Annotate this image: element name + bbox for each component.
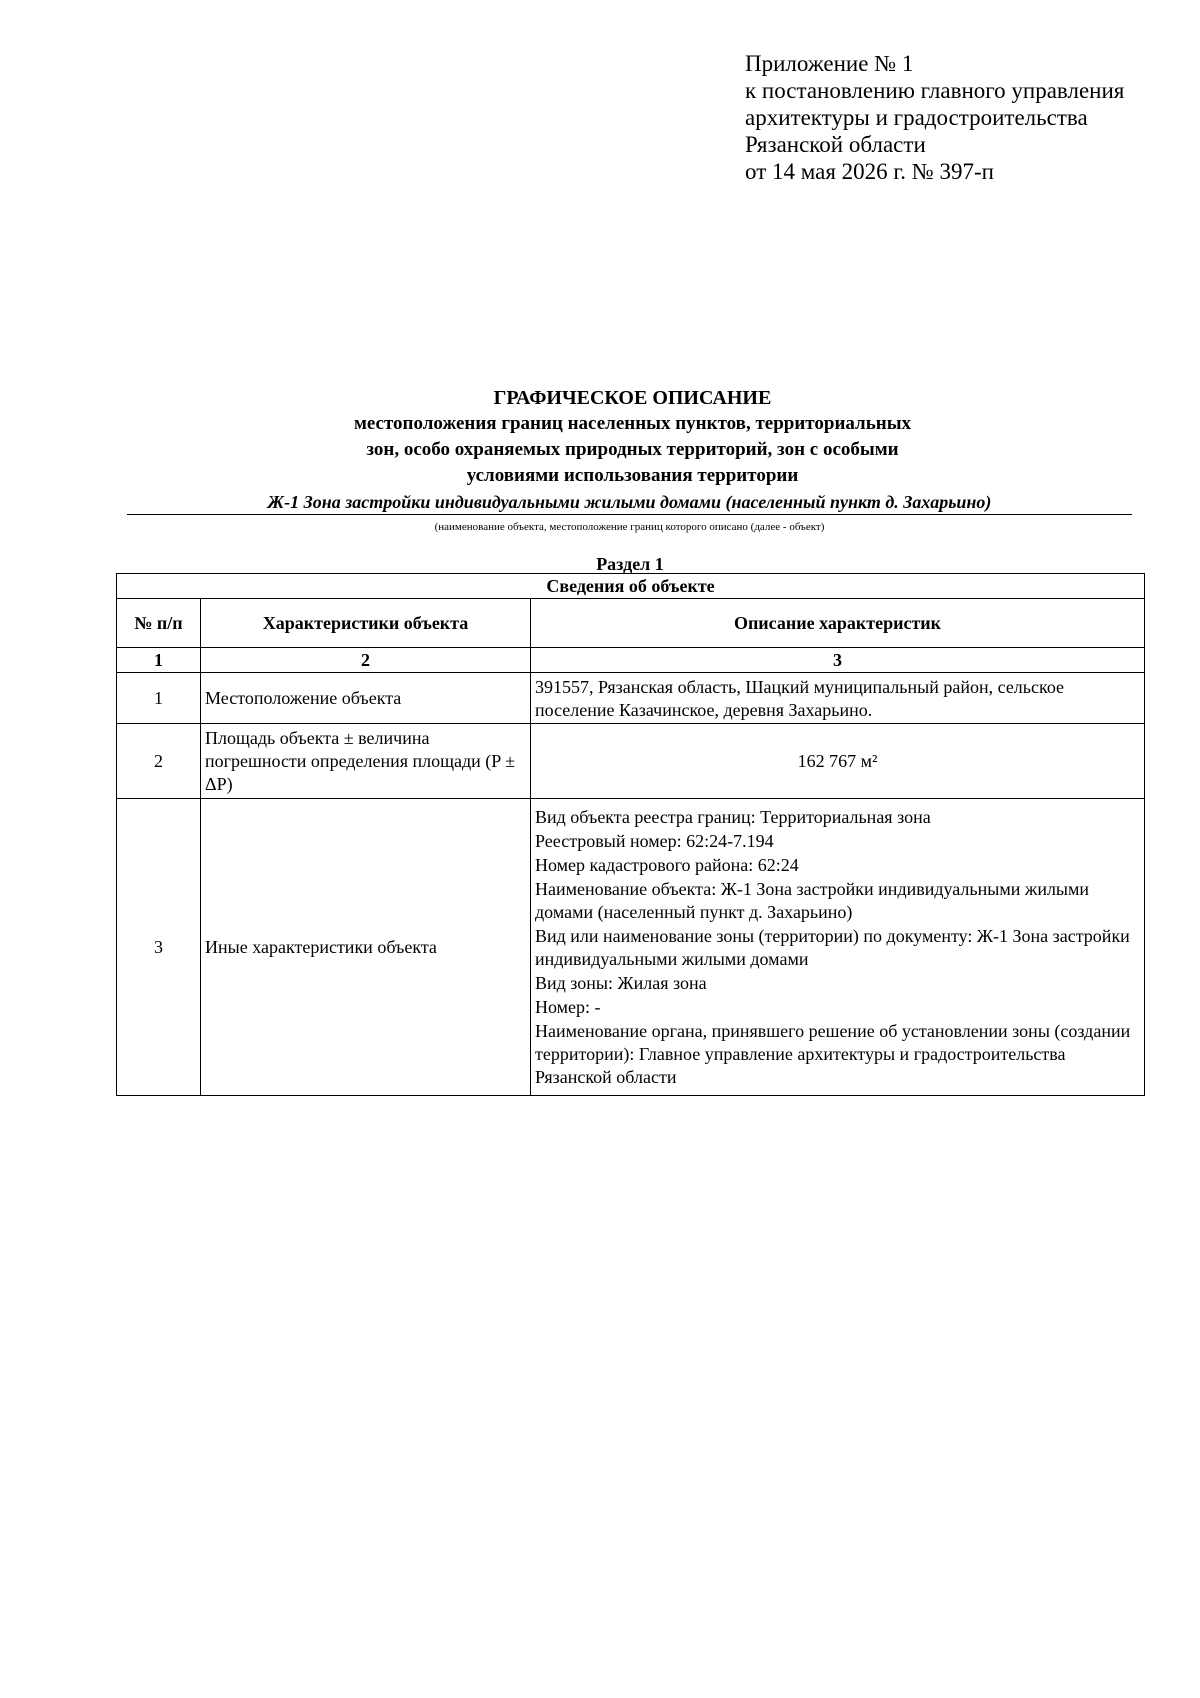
- row-description: [531, 673, 1145, 724]
- row-description: [531, 799, 1145, 1096]
- description-line: Вид объекта реестра границ: Территориальная зона: [535, 807, 931, 827]
- document-title: [0, 385, 1200, 489]
- description-line: Вид зоны: Жилая зона: [535, 973, 707, 993]
- description-line: Номер кадастрового района: 62:24: [535, 855, 799, 875]
- appendix-line: от 14 мая 2026 г. № 397-п: [745, 159, 994, 184]
- row-number: 3: [117, 799, 201, 1096]
- table-header: Сведения об объекте: [117, 574, 1145, 599]
- column-number: 2: [201, 648, 531, 673]
- description-line: Наименование органа, принявшего решение об установлении зоны (создании территории): Главное управление архитектуры и градостроительства Рязанской области: [535, 1021, 1131, 1087]
- title-subtitle-line: условиями использования территории: [466, 465, 799, 486]
- section-title: Раздел 1: [596, 554, 664, 574]
- appendix-line: Рязанской области: [745, 132, 926, 157]
- appendix-line: Приложение № 1: [745, 51, 914, 76]
- description-line: 391557, Рязанская область, Шацкий муниципальный район, сельское поселение Казачинское, деревня Захарьино.: [535, 676, 1065, 720]
- row-number: 1: [117, 673, 201, 724]
- object-name-caption: (наименование объекта, местоположение границ которого описано (далее - объект): [434, 521, 825, 533]
- table-row: [117, 673, 1145, 724]
- row-number: 2: [117, 724, 201, 799]
- column-header-description: Описание характеристик: [531, 599, 1145, 648]
- row-description: [531, 724, 1145, 799]
- row-characteristic: Местоположение объекта: [201, 673, 531, 724]
- appendix-header: [745, 50, 1124, 185]
- column-header-characteristics: Характеристики объекта: [201, 599, 531, 648]
- title-subtitle-line: местоположения границ населенных пунктов, территориальных: [353, 413, 912, 434]
- description-line: Номер: -: [535, 997, 601, 1017]
- object-info-table: [116, 573, 1145, 1096]
- description-line: Реестровый номер: 62:24-7.194: [535, 831, 774, 851]
- object-name: Ж-1 Зона застройки индивидуальными жилыми домами (населенный пункт д. Захарьино): [127, 491, 1132, 515]
- title-main: ГРАФИЧЕСКОЕ ОПИСАНИЕ: [493, 387, 772, 409]
- row-characteristic: Площадь объекта ± величина погрешности определения площади (P ± ΔP): [201, 724, 531, 799]
- title-subtitle-line: зон, особо охраняемых природных территорий, зон с особыми: [366, 439, 899, 460]
- table-row: [117, 799, 1145, 1096]
- column-number: 3: [531, 648, 1145, 673]
- description-line: Вид или наименование зоны (территории) по документу: Ж-1 Зона застройки индивидуальными жилыми домами: [535, 926, 1130, 969]
- table-row: [117, 724, 1145, 799]
- description-line: 162 767 м²: [797, 751, 878, 771]
- description-line: Наименование объекта: Ж-1 Зона застройки индивидуальными жилыми домами (населенный пункт д. Захарьино): [535, 879, 1090, 922]
- appendix-line: архитектуры и градостроительства: [745, 105, 1088, 130]
- row-characteristic: Иные характеристики объекта: [201, 799, 531, 1096]
- column-header-num: № п/п: [117, 599, 201, 648]
- column-number: 1: [117, 648, 201, 673]
- appendix-line: к постановлению главного управления: [745, 78, 1125, 103]
